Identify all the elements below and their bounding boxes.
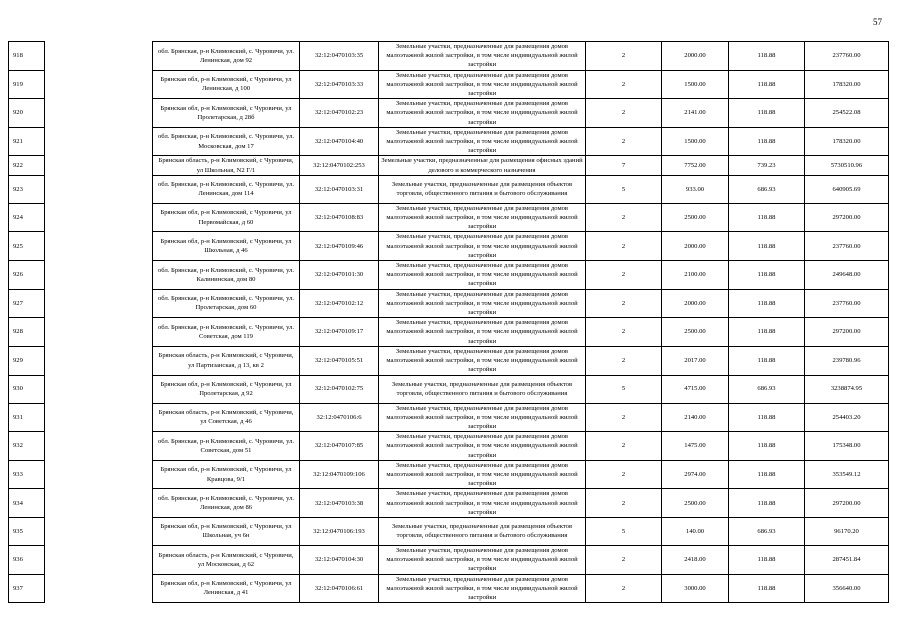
row-number: 925 xyxy=(9,232,45,261)
specific-value-cell: 118.88 xyxy=(729,489,805,518)
group-cell: 5 xyxy=(586,175,662,203)
area-cell: 2141.00 xyxy=(662,99,729,128)
cadastral-value-cell: 297200.00 xyxy=(805,489,889,518)
cadastral-value-cell: 254522.08 xyxy=(805,99,889,128)
specific-value-cell: 118.88 xyxy=(729,574,805,603)
address-cell: Брянская область, р-н Климовский, с Чуровичи, ул Советская, д 46 xyxy=(153,403,300,432)
blank-cell xyxy=(45,42,153,71)
specific-value-cell: 118.88 xyxy=(729,460,805,489)
cadastral-number-cell: 32:12:0470103:35 xyxy=(300,42,379,71)
address-cell: Брянская обл, р-н Климовский, с Чуровичи, ул Ленинская, д 100 xyxy=(153,70,300,99)
area-cell: 2100.00 xyxy=(662,261,729,290)
blank-cell xyxy=(45,70,153,99)
cadastral-number-cell: 32:12:0470102:23 xyxy=(300,99,379,128)
specific-value-cell: 118.88 xyxy=(729,70,805,99)
area-cell: 3000.00 xyxy=(662,574,729,603)
address-cell: обл. Брянская, р-н Климовский, с. Чуровичи, ул. Калининская, дом 80 xyxy=(153,261,300,290)
land-use-cell: Земельные участки, предназначенные для размещения домов малоэтажной жилой застройки, в том числе индивидуальной жилой застройки xyxy=(379,42,586,71)
land-use-cell: Земельные участки, предназначенные для размещения объектов торговли, общественного питания и бытового обслуживания xyxy=(379,175,586,203)
area-cell: 1475.00 xyxy=(662,432,729,461)
group-cell: 2 xyxy=(586,42,662,71)
cadastral-value-cell: 5730510.96 xyxy=(805,156,889,175)
table-row xyxy=(9,42,889,71)
specific-value-cell: 118.88 xyxy=(729,403,805,432)
blank-cell xyxy=(45,460,153,489)
blank-cell xyxy=(45,232,153,261)
cadastral-value-cell: 178320.00 xyxy=(805,127,889,156)
cadastral-value-cell: 297200.00 xyxy=(805,203,889,232)
table-row xyxy=(9,99,889,128)
address-cell: обл. Брянская, р-н Климовский, с. Чуровичи, ул. Ленинская, дом 114 xyxy=(153,175,300,203)
cadastral-value-cell: 239780.96 xyxy=(805,346,889,375)
blank-cell xyxy=(45,203,153,232)
cadastral-number-cell: 32:12:0470108:83 xyxy=(300,203,379,232)
cadastral-value-cell: 287451.84 xyxy=(805,545,889,574)
blank-cell xyxy=(45,545,153,574)
group-cell: 2 xyxy=(586,203,662,232)
cadastral-value-cell: 96170.20 xyxy=(805,517,889,545)
address-cell: Брянская обл, р-н Климовский, с Чуровичи, ул Школьная, уч 6н xyxy=(153,517,300,545)
specific-value-cell: 118.88 xyxy=(729,42,805,71)
address-cell: обл. Брянская, р-н Климовский, с. Чуровичи, ул. Советская, дом 51 xyxy=(153,432,300,461)
group-cell: 7 xyxy=(586,156,662,175)
page-number: 57 xyxy=(873,17,882,27)
cadastral-value-cell: 249648.00 xyxy=(805,261,889,290)
address-cell: обл. Брянская, р-н Климовский, с. Чуровичи, ул. Пролетарская, дом 60 xyxy=(153,289,300,318)
blank-cell xyxy=(45,127,153,156)
group-cell: 2 xyxy=(586,127,662,156)
cadastral-value-cell: 178320.00 xyxy=(805,70,889,99)
address-cell: обл. Брянская, р-н Климовский, с. Чуровичи, ул. Московская, дом 17 xyxy=(153,127,300,156)
group-cell: 2 xyxy=(586,232,662,261)
row-number: 927 xyxy=(9,289,45,318)
table-row xyxy=(9,232,889,261)
cadastral-number-cell: 32:12:0470107:85 xyxy=(300,432,379,461)
table-body xyxy=(9,42,889,603)
specific-value-cell: 739.23 xyxy=(729,156,805,175)
cadastral-number-cell: 32:12:0470106:193 xyxy=(300,517,379,545)
table-row xyxy=(9,346,889,375)
cadastral-value-cell: 297200.00 xyxy=(805,318,889,347)
specific-value-cell: 686.93 xyxy=(729,517,805,545)
area-cell: 2500.00 xyxy=(662,203,729,232)
row-number: 921 xyxy=(9,127,45,156)
table-row xyxy=(9,403,889,432)
area-cell: 2017.00 xyxy=(662,346,729,375)
area-cell: 4715.00 xyxy=(662,375,729,403)
land-use-cell: Земельные участки, предназначенные для размещения домов малоэтажной жилой застройки, в том числе индивидуальной жилой застройки xyxy=(379,289,586,318)
group-cell: 2 xyxy=(586,99,662,128)
land-use-cell: Земельные участки, предназначенные для размещения домов малоэтажной жилой застройки, в том числе индивидуальной жилой застройки xyxy=(379,261,586,290)
land-use-cell: Земельные участки, предназначенные для размещения домов малоэтажной жилой застройки, в том числе индивидуальной жилой застройки xyxy=(379,99,586,128)
row-number: 923 xyxy=(9,175,45,203)
table-row xyxy=(9,203,889,232)
table-row xyxy=(9,545,889,574)
row-number: 936 xyxy=(9,545,45,574)
land-use-cell: Земельные участки, предназначенные для размещения офисных зданий делового и коммерческого назначения xyxy=(379,156,586,175)
group-cell: 2 xyxy=(586,70,662,99)
land-use-cell: Земельные участки, предназначенные для размещения домов малоэтажной жилой застройки, в том числе индивидуальной жилой застройки xyxy=(379,346,586,375)
blank-cell xyxy=(45,261,153,290)
row-number: 926 xyxy=(9,261,45,290)
group-cell: 5 xyxy=(586,517,662,545)
table-row xyxy=(9,574,889,603)
blank-cell xyxy=(45,375,153,403)
land-use-cell: Земельные участки, предназначенные для размещения домов малоэтажной жилой застройки, в том числе индивидуальной жилой застройки xyxy=(379,127,586,156)
table-row xyxy=(9,70,889,99)
area-cell: 2500.00 xyxy=(662,489,729,518)
cadastral-value-cell: 640905.69 xyxy=(805,175,889,203)
group-cell: 2 xyxy=(586,545,662,574)
specific-value-cell: 118.88 xyxy=(729,232,805,261)
group-cell: 2 xyxy=(586,346,662,375)
table-row xyxy=(9,289,889,318)
cadastral-value-cell: 254403.20 xyxy=(805,403,889,432)
specific-value-cell: 118.88 xyxy=(729,99,805,128)
blank-cell xyxy=(45,318,153,347)
blank-cell xyxy=(45,574,153,603)
cadastral-value-cell: 237760.00 xyxy=(805,289,889,318)
address-cell: обл. Брянская, р-н Климовский, с. Чуровичи, ул. Ленинская, дом 92 xyxy=(153,42,300,71)
row-number: 931 xyxy=(9,403,45,432)
table-row xyxy=(9,175,889,203)
table-row xyxy=(9,432,889,461)
group-cell: 5 xyxy=(586,375,662,403)
group-cell: 2 xyxy=(586,489,662,518)
land-use-cell: Земельные участки, предназначенные для размещения домов малоэтажной жилой застройки, в том числе индивидуальной жилой застройки xyxy=(379,545,586,574)
specific-value-cell: 118.88 xyxy=(729,545,805,574)
land-use-cell: Земельные участки, предназначенные для размещения домов малоэтажной жилой застройки, в том числе индивидуальной жилой застройки xyxy=(379,432,586,461)
cadastral-number-cell: 32:12:0470106:61 xyxy=(300,574,379,603)
blank-cell xyxy=(45,99,153,128)
area-cell: 2140.00 xyxy=(662,403,729,432)
blank-cell xyxy=(45,156,153,175)
address-cell: Брянская обл, р-н Климовский, с Чуровичи, ул Кравцова, 9/1 xyxy=(153,460,300,489)
group-cell: 2 xyxy=(586,403,662,432)
area-cell: 2000.00 xyxy=(662,232,729,261)
table-row xyxy=(9,261,889,290)
land-use-cell: Земельные участки, предназначенные для размещения объектов торговли, общественного питания и бытового обслуживания xyxy=(379,517,586,545)
cadastral-number-cell: 32:12:0470104:30 xyxy=(300,545,379,574)
area-cell: 2000.00 xyxy=(662,42,729,71)
specific-value-cell: 118.88 xyxy=(729,289,805,318)
row-number: 922 xyxy=(9,156,45,175)
cadastral-number-cell: 32:12:0470109:17 xyxy=(300,318,379,347)
row-number: 920 xyxy=(9,99,45,128)
row-number: 930 xyxy=(9,375,45,403)
cadastral-value-cell: 353549.12 xyxy=(805,460,889,489)
row-number: 932 xyxy=(9,432,45,461)
area-cell: 1500.00 xyxy=(662,70,729,99)
table-row xyxy=(9,460,889,489)
land-use-cell: Земельные участки, предназначенные для размещения объектов торговли, общественного питания и бытового обслуживания xyxy=(379,375,586,403)
table-row xyxy=(9,127,889,156)
group-cell: 2 xyxy=(586,289,662,318)
specific-value-cell: 118.88 xyxy=(729,346,805,375)
address-cell: Брянская область, р-н Климовский, с Чуровичи, ул Школьная, N2 Г/1 xyxy=(153,156,300,175)
address-cell: Брянская обл, р-н Климовский, с Чуровичи, ул Пролетарская, д 92 xyxy=(153,375,300,403)
cadastral-number-cell: 32:12:0470103:38 xyxy=(300,489,379,518)
row-number: 919 xyxy=(9,70,45,99)
address-cell: Брянская обл, р-н Климовский, с Чуровичи, ул Первомайская, д 60 xyxy=(153,203,300,232)
group-cell: 2 xyxy=(586,261,662,290)
land-use-cell: Земельные участки, предназначенные для размещения домов малоэтажной жилой застройки, в том числе индивидуальной жилой застройки xyxy=(379,70,586,99)
blank-cell xyxy=(45,346,153,375)
cadastral-number-cell: 32:12:0470101:30 xyxy=(300,261,379,290)
blank-cell xyxy=(45,489,153,518)
blank-cell xyxy=(45,175,153,203)
row-number: 937 xyxy=(9,574,45,603)
cadastral-number-cell: 32:12:0470103:33 xyxy=(300,70,379,99)
area-cell: 140.00 xyxy=(662,517,729,545)
group-cell: 2 xyxy=(586,318,662,347)
cadastral-number-cell: 32:12:0470103:31 xyxy=(300,175,379,203)
land-use-cell: Земельные участки, предназначенные для размещения домов малоэтажной жилой застройки, в том числе индивидуальной жилой застройки xyxy=(379,489,586,518)
address-cell: Брянская область, р-н Климовский, с Чуровичи, ул Партизанская, д 13, кв 2 xyxy=(153,346,300,375)
cadastral-value-cell: 237760.00 xyxy=(805,232,889,261)
specific-value-cell: 118.88 xyxy=(729,203,805,232)
cadastral-number-cell: 32:12:0470102:12 xyxy=(300,289,379,318)
row-number: 918 xyxy=(9,42,45,71)
area-cell: 2974.00 xyxy=(662,460,729,489)
blank-cell xyxy=(45,432,153,461)
group-cell: 2 xyxy=(586,460,662,489)
area-cell: 2418.00 xyxy=(662,545,729,574)
row-number: 934 xyxy=(9,489,45,518)
cadastral-value-cell: 175348.00 xyxy=(805,432,889,461)
cadastral-value-table xyxy=(8,41,889,603)
address-cell: Брянская область, р-н Климовский, с Чуровичи, ул Московская, д 62 xyxy=(153,545,300,574)
address-cell: Брянская обл, р-н Климовский, с Чуровичи, ул Ленинская, д 41 xyxy=(153,574,300,603)
cadastral-value-cell: 356640.00 xyxy=(805,574,889,603)
area-cell: 2500.00 xyxy=(662,318,729,347)
specific-value-cell: 118.88 xyxy=(729,432,805,461)
cadastral-number-cell: 32:12:0470109:106 xyxy=(300,460,379,489)
address-cell: обл. Брянская, р-н Климовский, с. Чуровичи, ул. Ленинская, дом 86 xyxy=(153,489,300,518)
group-cell: 2 xyxy=(586,432,662,461)
row-number: 924 xyxy=(9,203,45,232)
row-number: 935 xyxy=(9,517,45,545)
area-cell: 933.00 xyxy=(662,175,729,203)
land-use-cell: Земельные участки, предназначенные для размещения домов малоэтажной жилой застройки, в том числе индивидуальной жилой застройки xyxy=(379,318,586,347)
cadastral-number-cell: 32:12:0470106:6 xyxy=(300,403,379,432)
cadastral-value-cell: 237760.00 xyxy=(805,42,889,71)
table-row xyxy=(9,375,889,403)
cadastral-number-cell: 32:12:0470104:40 xyxy=(300,127,379,156)
address-cell: Брянская обл, р-н Климовский, с Чуровичи, ул Пролетарская, д 28б xyxy=(153,99,300,128)
land-use-cell: Земельные участки, предназначенные для размещения домов малоэтажной жилой застройки, в том числе индивидуальной жилой застройки xyxy=(379,232,586,261)
blank-cell xyxy=(45,289,153,318)
land-use-cell: Земельные участки, предназначенные для размещения домов малоэтажной жилой застройки, в том числе индивидуальной жилой застройки xyxy=(379,460,586,489)
row-number: 928 xyxy=(9,318,45,347)
address-cell: обл. Брянская, р-н Климовский, с. Чуровичи, ул. Советская, дом 119 xyxy=(153,318,300,347)
address-cell: Брянская обл, р-н Климовский, с Чуровичи, ул Школьная, д 46 xyxy=(153,232,300,261)
table-row xyxy=(9,489,889,518)
cadastral-number-cell: 32:12:0470102:75 xyxy=(300,375,379,403)
table-row xyxy=(9,156,889,175)
area-cell: 2000.00 xyxy=(662,289,729,318)
area-cell: 1500.00 xyxy=(662,127,729,156)
cadastral-number-cell: 32:12:0470102:253 xyxy=(300,156,379,175)
land-use-cell: Земельные участки, предназначенные для размещения домов малоэтажной жилой застройки, в том числе индивидуальной жилой застройки xyxy=(379,403,586,432)
specific-value-cell: 118.88 xyxy=(729,261,805,290)
row-number: 929 xyxy=(9,346,45,375)
land-use-cell: Земельные участки, предназначенные для размещения домов малоэтажной жилой застройки, в том числе индивидуальной жилой застройки xyxy=(379,203,586,232)
specific-value-cell: 686.93 xyxy=(729,175,805,203)
row-number: 933 xyxy=(9,460,45,489)
blank-cell xyxy=(45,517,153,545)
blank-cell xyxy=(45,403,153,432)
group-cell: 2 xyxy=(586,574,662,603)
land-use-cell: Земельные участки, предназначенные для размещения домов малоэтажной жилой застройки, в том числе индивидуальной жилой застройки xyxy=(379,574,586,603)
cadastral-value-cell: 3238874.95 xyxy=(805,375,889,403)
cadastral-number-cell: 32:12:0470105:51 xyxy=(300,346,379,375)
specific-value-cell: 686.93 xyxy=(729,375,805,403)
area-cell: 7752.00 xyxy=(662,156,729,175)
table-row xyxy=(9,517,889,545)
cadastral-number-cell: 32:12:0470109:46 xyxy=(300,232,379,261)
specific-value-cell: 118.88 xyxy=(729,127,805,156)
table-row xyxy=(9,318,889,347)
specific-value-cell: 118.88 xyxy=(729,318,805,347)
